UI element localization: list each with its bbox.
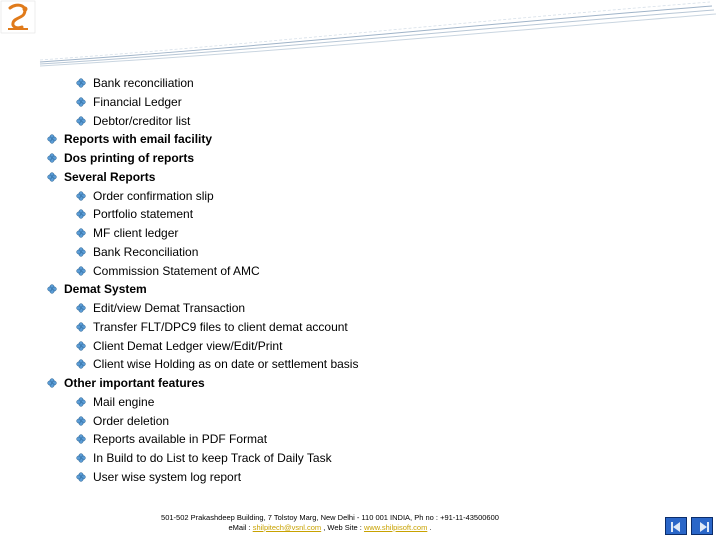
diamond-bullet-icon (76, 416, 86, 426)
footer-contact (100, 523, 560, 533)
list-item-text: Edit/view Demat Transaction (93, 301, 246, 315)
list-item-text: Client Demat Ledger view/Edit/Print (93, 338, 283, 353)
company-logo (0, 0, 36, 34)
diamond-bullet-icon (76, 303, 86, 313)
list-item-text: Bank Reconciliation (93, 244, 199, 259)
list-item-text: Several Reports (64, 169, 156, 184)
list-item-text: Reports available in PDF Format (93, 432, 268, 447)
list-item (76, 355, 358, 373)
diamond-bullet-icon (76, 191, 86, 201)
list-item-text: Order confirmation slip (93, 188, 214, 203)
list-item (76, 93, 182, 111)
list-item-text: Transfer FLT/DPC9 files to client demat account (93, 319, 348, 334)
diamond-bullet-icon (76, 97, 86, 107)
diamond-bullet-icon (47, 378, 57, 388)
diamond-bullet-icon (76, 247, 86, 257)
diamond-bullet-icon (76, 266, 86, 276)
footer-address: 501-502 Prakashdeep Building, 7 Tolstoy Marg, New Delhi - 110 001 INDIA, Ph no : +91-11-43500600 (161, 513, 499, 522)
footer (100, 513, 560, 533)
diamond-bullet-icon (47, 172, 57, 182)
list-item (76, 112, 190, 130)
next-slide-button[interactable] (691, 517, 713, 535)
list-item (76, 449, 332, 467)
list-item (76, 318, 348, 336)
diamond-bullet-icon (47, 134, 57, 144)
slide-navigation (665, 517, 715, 535)
list-item (76, 205, 193, 223)
diamond-bullet-icon (76, 434, 86, 444)
diamond-bullet-icon (47, 284, 57, 294)
diamond-bullet-icon (76, 359, 86, 369)
website-link[interactable]: www.shilpisoft.com (363, 523, 428, 532)
list-item-text: MF client ledger (93, 226, 179, 240)
footer-end: . (427, 523, 432, 532)
email-label: eMail : (228, 523, 253, 532)
list-item (76, 187, 214, 205)
previous-slide-button[interactable] (665, 517, 687, 535)
list-item-heading (47, 130, 212, 148)
list-item (76, 430, 267, 448)
list-item (76, 243, 198, 261)
diamond-bullet-icon (76, 472, 86, 482)
diamond-bullet-icon (76, 116, 86, 126)
list-item (76, 299, 245, 317)
list-item-heading (47, 149, 194, 167)
list-item-text: Bank reconciliation (93, 76, 194, 90)
list-item-text: Client wise Holding as on date or settlement basis (93, 357, 359, 372)
list-item-text: Financial Ledger (93, 94, 182, 109)
website-label: , Web Site : (321, 523, 364, 532)
diamond-bullet-icon (76, 209, 86, 219)
previous-slide-icon (666, 518, 688, 536)
header-decoration (0, 0, 720, 80)
list-item (76, 337, 282, 355)
list-item (76, 393, 154, 411)
list-item-text: Dos printing of reports (64, 151, 194, 165)
list-item-text: Other important features (64, 376, 205, 390)
list-item-text: User wise system log report (93, 469, 242, 484)
list-item-text: Mail engine (93, 394, 155, 409)
list-item-heading (47, 280, 147, 298)
diamond-bullet-icon (76, 322, 86, 332)
list-item-text: Order deletion (93, 413, 170, 428)
list-item (76, 468, 241, 486)
next-slide-icon (692, 518, 714, 536)
diamond-bullet-icon (47, 153, 57, 163)
list-item-heading (47, 168, 155, 186)
list-item-text: Portfolio statement (93, 207, 194, 222)
email-link[interactable]: shilpitech@vsnl.com (252, 523, 322, 532)
list-item (76, 74, 194, 92)
diamond-bullet-icon (76, 341, 86, 351)
list-item (76, 262, 260, 280)
list-item-text: In Build to do List to keep Track of Daily Task (93, 451, 332, 465)
diamond-bullet-icon (76, 228, 86, 238)
list-item-text: Debtor/creditor list (93, 113, 191, 128)
diamond-bullet-icon (76, 78, 86, 88)
diamond-bullet-icon (76, 397, 86, 407)
list-item (76, 224, 178, 242)
diamond-bullet-icon (76, 453, 86, 463)
list-item-text: Commission Statement of AMC (93, 263, 260, 278)
list-item-text: Demat System (64, 282, 147, 297)
list-item (76, 412, 169, 430)
list-item-heading (47, 374, 205, 392)
list-item-text: Reports with email facility (64, 132, 213, 147)
